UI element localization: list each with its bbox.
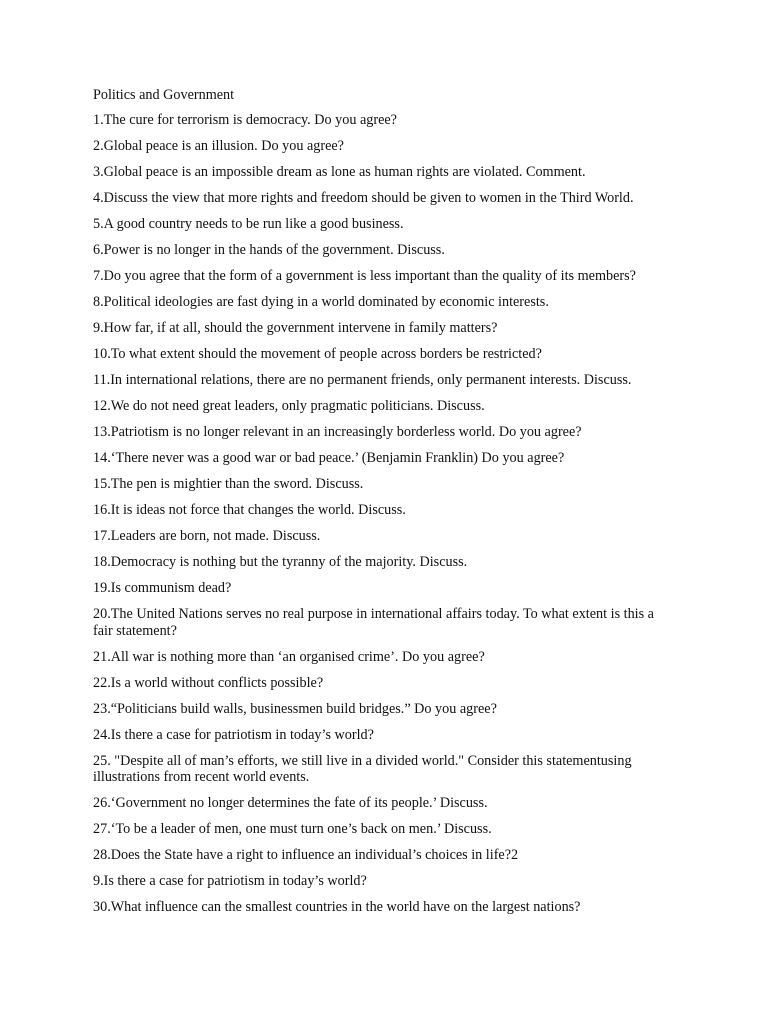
question-item: 17.Leaders are born, not made. Discuss. [93, 528, 321, 544]
question-item: 13.Patriotism is no longer relevant in an increasingly borderless world. Do you agree? [93, 424, 582, 440]
question-item: 2.Global peace is an illusion. Do you agree? [93, 138, 344, 154]
question-item: 26.‘Government no longer determines the fate of its people.’ Discuss. [93, 795, 488, 811]
document-page [93, 86, 673, 925]
question-item: 18.Democracy is nothing but the tyranny of the majority. Discuss. [93, 554, 468, 570]
question-item: 14.‘There never was a good war or bad peace.’ (Benjamin Franklin) Do you agree? [93, 450, 565, 466]
document-title: Politics and Government [93, 87, 235, 103]
question-item: 24.Is there a case for patriotism in today’s world? [93, 726, 374, 743]
question-item: 7.Do you agree that the form of a government is less important than the quality of its members? [93, 268, 636, 284]
question-item: 25. "Despite all of man’s efforts, we still live in a divided world." Consider this statementusing illustrations from recent world events. [93, 752, 632, 785]
question-item: 12.We do not need great leaders, only pragmatic politicians. Discuss. [93, 398, 485, 414]
question-item: 5.A good country needs to be run like a good business. [93, 216, 404, 232]
question-item: 20.The United Nations serves no real purpose in international affairs today. To what extent is this a fair statement? [93, 606, 654, 639]
question-item: 11.In international relations, there are no permanent friends, only permanent interests. Discuss. [93, 372, 632, 388]
question-list [93, 112, 673, 916]
question-item: 15.The pen is mightier than the sword. Discuss. [93, 476, 364, 492]
question-item: 9.Is there a case for patriotism in today’s world? [93, 873, 367, 889]
question-item: 21.All war is nothing more than ‘an organised crime’. Do you agree? [93, 648, 485, 665]
question-item: 10.To what extent should the movement of people across borders be restricted? [93, 346, 542, 362]
question-item: 23.“Politicians build walls, businessmen build bridges.” Do you agree? [93, 700, 497, 717]
question-item: 27.‘To be a leader of men, one must turn one’s back on men.’ Discuss. [93, 821, 492, 837]
question-item: 9.How far, if at all, should the government intervene in family matters? [93, 320, 498, 336]
question-item: 22.Is a world without conflicts possible? [93, 674, 324, 691]
question-item: 28.Does the State have a right to influence an individual’s choices in life?2 [93, 847, 519, 863]
question-item: 1.The cure for terrorism is democracy. Do you agree? [93, 112, 397, 128]
question-item: 6.Power is no longer in the hands of the government. Discuss. [93, 242, 445, 258]
question-item: 4.Discuss the view that more rights and freedom should be given to women in the Third World. [93, 190, 634, 206]
question-item: 8.Political ideologies are fast dying in a world dominated by economic interests. [93, 294, 549, 310]
question-item: 3.Global peace is an impossible dream as lone as human rights are violated. Comment. [93, 164, 586, 180]
question-item: 19.Is communism dead? [93, 580, 232, 596]
question-item: 16.It is ideas not force that changes the world. Discuss. [93, 502, 406, 518]
question-item: 30.What influence can the smallest countries in the world have on the largest nations? [93, 899, 581, 915]
